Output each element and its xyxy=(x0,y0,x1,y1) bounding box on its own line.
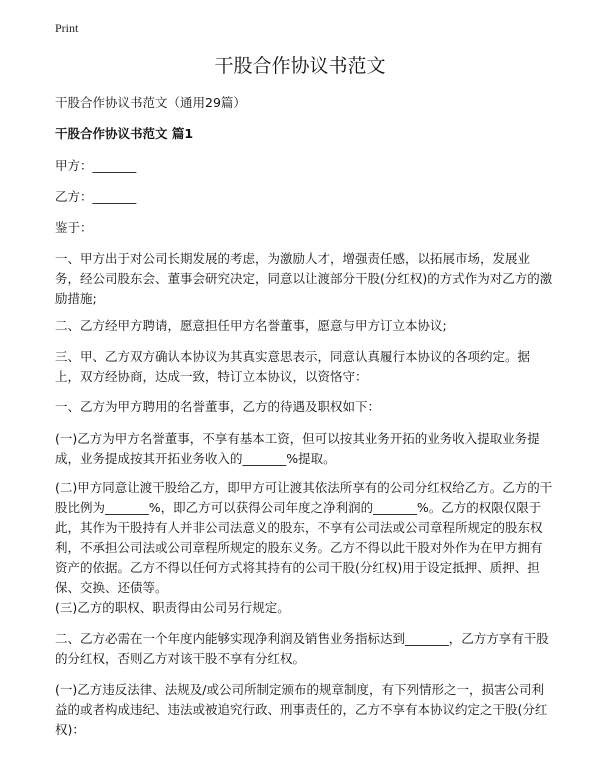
paragraph-9: (一)乙方违反法律、法规及/或公司所制定颁布的规章制度，有下列情形之一，损害公司利益的或者构成违纪、违法或被追究行政、刑事责任的，乙方不享有本协议约定之干股(分红权)： xyxy=(55,682,548,737)
print-link[interactable]: Print xyxy=(55,21,79,35)
paragraph-6: (二)甲方同意让渡干股给乙方，即甲方可让渡其依法所享有的公司分红权给乙方。乙方的干股比例为_______%，即乙方可以获得公司年度之净利润的_______%。乙方的权限仅限于此，其作为干股持有人并非公司法意义的股东，不享有公司法或公司章程所规定的股东权利，不承担公司法或公司章程所规定的股东义务。乙方不得以此干股对外作为在甲方拥有资产的依据。乙方不得以任何方式将其持有的公司干股(分红权)用于设定抵押、质押、担保、交换、还债等。 xyxy=(55,480,553,595)
document-title: 干股合作协议书范文 xyxy=(214,55,386,77)
paragraph-2: 二、乙方经甲方聘请，愿意担任甲方名誉董事，愿意与甲方订立本协议; xyxy=(55,318,447,333)
intro-line: 干股合作协议书范文（通用29篇） xyxy=(55,95,246,110)
party-b-line: 乙方：_______ xyxy=(55,189,137,204)
paragraph-4: 一、乙方为甲方聘用的名誉董事，乙方的待遇及职权如下： xyxy=(55,399,381,414)
paragraph-3: 三、甲、乙方双方确认本协议为其真实意思表示，同意认真履行本协议的各项约定。据上，双方经协商，达成一致，特订立本协议，以资恪守： xyxy=(55,349,531,384)
whereas-label: 鉴于： xyxy=(55,220,93,235)
section-heading: 干股合作协议书范文 篇1 xyxy=(55,126,194,141)
party-a-line: 甲方：_______ xyxy=(55,158,137,173)
paragraph-1: 一、甲方出于对公司长期发展的考虑，为激励人才，增强责任感，以拓展市场，发展业务，经公司股东会、董事会研究决定，同意以让渡部分干股(分红权)的方式作为对乙方的激励措施; xyxy=(55,251,553,306)
paragraph-7: (三)乙方的职权、职责得由公司另行规定。 xyxy=(55,600,290,615)
paragraph-5: (一)乙方为甲方名誉董事，不享有基本工资，但可以按其业务开拓的业务收入提取业务提成，业务提成按其开拓业务收入的_______%提取。 xyxy=(55,431,540,466)
paragraph-8: 二、乙方必需在一个年度内能够实现净利润及销售业务指标达到_______，乙方方享有干股的分红权，否则乙方对该干股不享有分红权。 xyxy=(55,631,549,666)
